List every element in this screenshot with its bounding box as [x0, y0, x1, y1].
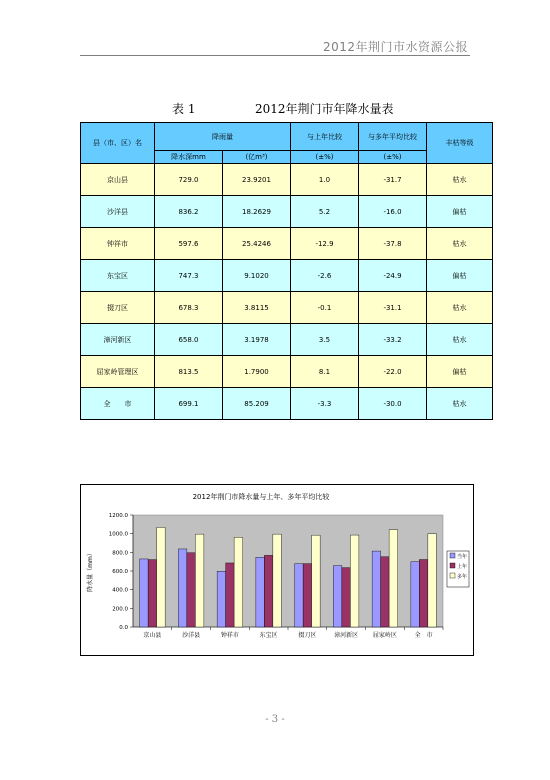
bar-当年 [140, 559, 149, 627]
y-tick-label: 800.0 [112, 550, 128, 557]
table-row [81, 228, 493, 260]
rainfall-chart [80, 484, 474, 656]
vs-last-cell: 8.1 [291, 356, 359, 388]
x-tick-label: 掇刀区 [298, 632, 317, 639]
bar-上年 [303, 564, 312, 627]
table-row [81, 324, 493, 356]
vs-last-cell: 5.2 [291, 196, 359, 228]
region-cell: 钟祥市 [81, 228, 155, 260]
volume-cell: 1.7900 [223, 356, 291, 388]
header-depth: 降水深mm [155, 151, 223, 164]
depth-cell: 747.3 [155, 260, 223, 292]
grade-cell: 枯水 [427, 388, 493, 420]
bar-多年 [350, 535, 359, 627]
legend-swatch [450, 563, 455, 568]
bar-多年 [273, 534, 282, 627]
volume-cell: 9.1020 [223, 260, 291, 292]
vs-avg-cell: -31.7 [359, 164, 427, 196]
header-vs-last-unit: (±%) [291, 151, 359, 164]
x-tick-label: 漳河新区 [334, 632, 359, 639]
x-tick-label: 钟祥市 [220, 632, 239, 639]
header-vs-avg-unit: (±%) [359, 151, 427, 164]
y-axis-label: 降水量（mm） [87, 550, 94, 592]
table-body [81, 164, 493, 420]
x-tick-label: 屈家岭区 [372, 632, 397, 639]
rainfall-table [80, 122, 493, 420]
depth-cell: 678.3 [155, 292, 223, 324]
volume-cell: 3.1978 [223, 324, 291, 356]
y-tick-label: 600.0 [112, 569, 128, 575]
header-volume: (亿m³) [223, 151, 291, 164]
bar-多年 [234, 537, 243, 627]
bar-上年 [187, 553, 196, 627]
bar-多年 [389, 530, 398, 627]
vs-last-cell: 1.0 [291, 164, 359, 196]
depth-cell: 836.2 [155, 196, 223, 228]
vs-avg-cell: -31.1 [359, 292, 427, 324]
vs-avg-cell: -22.0 [359, 356, 427, 388]
depth-cell: 813.5 [155, 356, 223, 388]
table-row [81, 260, 493, 292]
table-row [81, 164, 493, 196]
region-cell: 掇刀区 [81, 292, 155, 324]
grade-cell: 枯水 [427, 292, 493, 324]
legend-label: 当年 [457, 554, 468, 560]
vs-avg-cell: -30.0 [359, 388, 427, 420]
bar-多年 [195, 534, 204, 627]
table-row [81, 196, 493, 228]
bar-上年 [226, 563, 235, 627]
vs-avg-cell: -37.8 [359, 228, 427, 260]
region-cell: 屈家岭管理区 [81, 356, 155, 388]
y-tick-label: 1200.0 [108, 513, 128, 519]
table-row [81, 388, 493, 420]
grade-cell: 偏枯 [427, 356, 493, 388]
volume-cell: 25.4246 [223, 228, 291, 260]
vs-last-cell: -12.9 [291, 228, 359, 260]
legend-label: 上年 [457, 564, 468, 570]
bar-上年 [148, 560, 157, 627]
grade-cell: 枯水 [427, 324, 493, 356]
y-tick-label: 200.0 [112, 606, 128, 613]
header-rainfall: 降雨量 [155, 123, 291, 151]
bar-当年 [411, 562, 420, 627]
header-grade: 丰枯等级 [427, 123, 493, 164]
legend-swatch [450, 553, 455, 558]
header-rule [80, 55, 470, 56]
header-vs-avg: 与多年平均比较 [359, 123, 427, 151]
depth-cell: 729.0 [155, 164, 223, 196]
region-cell: 东宝区 [81, 260, 155, 292]
bar-上年 [264, 555, 273, 627]
depth-cell: 597.6 [155, 228, 223, 260]
header-vs-last: 与上年比较 [291, 123, 359, 151]
chart-title: 2012年荆门市降水量与上年、多年平均比较 [192, 493, 330, 501]
bar-多年 [312, 535, 321, 627]
y-tick-label: 0.0 [119, 625, 128, 631]
vs-last-cell: -0.1 [291, 292, 359, 324]
vs-last-cell: -2.6 [291, 260, 359, 292]
bar-当年 [256, 557, 265, 627]
region-cell: 全 市 [81, 388, 155, 420]
bar-上年 [342, 568, 351, 627]
volume-cell: 18.2629 [223, 196, 291, 228]
table-row [81, 356, 493, 388]
table-number: 表 1 [172, 102, 196, 116]
bar-多年 [428, 534, 437, 627]
x-tick-label: 东宝区 [259, 632, 278, 639]
x-tick-label: 全 市 [414, 632, 433, 639]
y-tick-label: 400.0 [112, 587, 128, 594]
y-tick-label: 1000.0 [108, 531, 128, 538]
volume-cell: 23.9201 [223, 164, 291, 196]
bar-上年 [381, 557, 390, 627]
vs-avg-cell: -16.0 [359, 196, 427, 228]
grade-cell: 枯水 [427, 164, 493, 196]
page-number: - 3 - [265, 714, 285, 725]
bar-当年 [178, 549, 187, 627]
grade-cell: 偏枯 [427, 260, 493, 292]
x-tick-label: 京山县 [143, 632, 162, 639]
header-region: 县（市、区）名 [81, 123, 155, 164]
grade-cell: 枯水 [427, 228, 493, 260]
bar-当年 [333, 566, 342, 627]
vs-avg-cell: -24.9 [359, 260, 427, 292]
legend-swatch [450, 573, 455, 578]
bar-多年 [157, 527, 166, 627]
table-row [81, 292, 493, 324]
region-cell: 漳河新区 [81, 324, 155, 356]
report-header-title: 2012年荆门市水资源公报 [322, 40, 468, 54]
bar-上年 [419, 560, 428, 627]
region-cell: 沙洋县 [81, 196, 155, 228]
depth-cell: 699.1 [155, 388, 223, 420]
vs-last-cell: 3.5 [291, 324, 359, 356]
region-cell: 京山县 [81, 164, 155, 196]
bar-当年 [372, 551, 381, 627]
volume-cell: 3.8115 [223, 292, 291, 324]
vs-last-cell: -3.3 [291, 388, 359, 420]
table-header-row [81, 123, 493, 151]
bar-当年 [295, 564, 304, 627]
volume-cell: 85.209 [223, 388, 291, 420]
grade-cell: 偏枯 [427, 196, 493, 228]
vs-avg-cell: -33.2 [359, 324, 427, 356]
legend-label: 多年 [457, 574, 468, 580]
x-tick-label: 沙洋县 [182, 632, 201, 639]
depth-cell: 658.0 [155, 324, 223, 356]
table-title: 2012年荆门市年降水量表 [255, 102, 394, 116]
chart-svg [81, 485, 473, 655]
bar-当年 [217, 571, 226, 627]
